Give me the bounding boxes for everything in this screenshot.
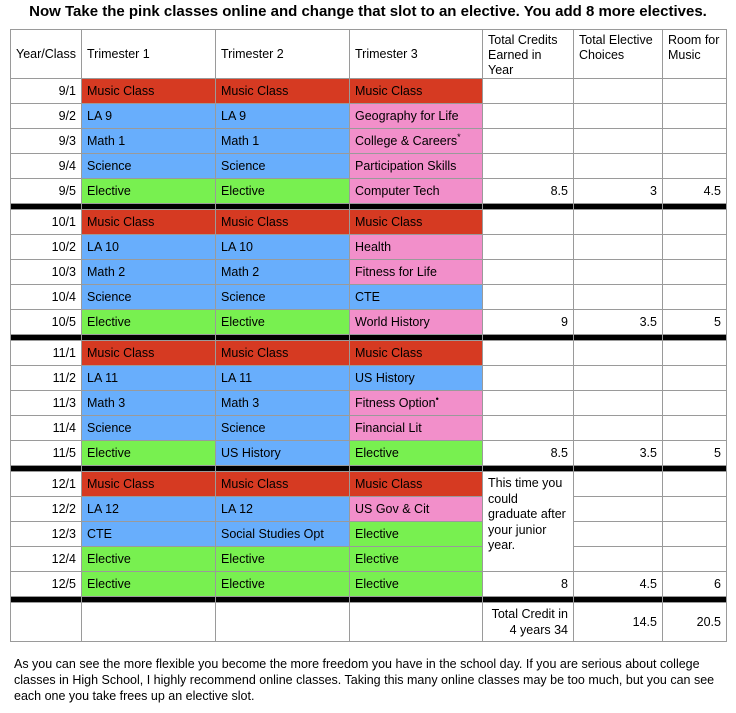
electives-cell [574, 366, 663, 391]
trimester-3-text: Fitness for Life [355, 265, 437, 279]
trimester-1-cell: Elective [82, 179, 216, 204]
electives-cell: 3.5 [574, 310, 663, 335]
page-title: Now Take the pink classes online and change that slot to an elective. You add 8 more electives. [29, 3, 707, 20]
trimester-3-cell [350, 416, 483, 441]
total-electives: 14.5 [574, 603, 663, 642]
row-label: 10/4 [11, 285, 82, 310]
credits-cell [483, 391, 574, 416]
trimester-3-cell [350, 391, 483, 416]
trimester-3-text: College & Careers [355, 134, 458, 148]
credits-cell [483, 79, 574, 104]
trimester-3-text: Financial Lit [355, 421, 422, 435]
total-credit-label: Total Credit in 4 years 34 [483, 603, 574, 642]
electives-cell [574, 522, 663, 547]
room-for-music-cell [663, 285, 727, 310]
room-for-music-cell [663, 104, 727, 129]
trimester-1-cell: Elective [82, 441, 216, 466]
table-row [11, 260, 727, 285]
trimester-3-text: CTE [355, 290, 380, 304]
total-room-for-music: 20.5 [663, 603, 727, 642]
trimester-2-cell: Music Class [216, 341, 350, 366]
row-label: 12/2 [11, 497, 82, 522]
trimester-1-cell: CTE [82, 522, 216, 547]
row-label: 9/3 [11, 129, 82, 154]
trimester-3-text: Elective [355, 577, 399, 591]
electives-cell [574, 104, 663, 129]
credits-cell [483, 154, 574, 179]
trimester-3-cell [350, 210, 483, 235]
trimester-2-cell: Science [216, 416, 350, 441]
trimester-3-text: Participation Skills [355, 159, 457, 173]
trimester-2-cell: Elective [216, 547, 350, 572]
row-label: 9/4 [11, 154, 82, 179]
trimester-1-cell: Music Class [82, 210, 216, 235]
trimester-3-cell [350, 285, 483, 310]
trimester-3-text: Elective [355, 527, 399, 541]
table-row [11, 391, 727, 416]
trimester-1-cell: Science [82, 285, 216, 310]
electives-cell [574, 497, 663, 522]
trimester-1-cell: Music Class [82, 341, 216, 366]
row-label: 12/1 [11, 472, 82, 497]
row-label: 11/3 [11, 391, 82, 416]
trimester-1-cell: Elective [82, 547, 216, 572]
trimester-3-text: US Gov & Cit [355, 502, 430, 516]
trimester-1-cell: LA 11 [82, 366, 216, 391]
room-for-music-cell [663, 79, 727, 104]
empty-cell [11, 603, 82, 642]
trimester-2-cell: Math 1 [216, 129, 350, 154]
table-row [11, 416, 727, 441]
trimester-1-cell: LA 10 [82, 235, 216, 260]
row-label: 10/3 [11, 260, 82, 285]
trimester-3-text: Elective [355, 446, 399, 460]
trimester-2-cell: LA 10 [216, 235, 350, 260]
credits-cell [483, 285, 574, 310]
electives-cell [574, 547, 663, 572]
room-for-music-cell [663, 416, 727, 441]
trimester-3-text: Music Class [355, 215, 423, 229]
trimester-1-cell: Math 1 [82, 129, 216, 154]
row-label: 10/5 [11, 310, 82, 335]
room-for-music-cell [663, 522, 727, 547]
table-row [11, 547, 727, 572]
table-row [11, 472, 727, 497]
room-for-music-cell: 5 [663, 310, 727, 335]
trimester-3-text: Computer Tech [355, 184, 440, 198]
electives-cell [574, 79, 663, 104]
room-for-music-cell: 6 [663, 572, 727, 597]
trimester-3-text: US History [355, 371, 415, 385]
trimester-3-cell [350, 79, 483, 104]
room-for-music-cell [663, 235, 727, 260]
footnote-mark: * [457, 131, 461, 142]
electives-cell [574, 154, 663, 179]
credits-cell [483, 104, 574, 129]
row-label: 11/1 [11, 341, 82, 366]
column-header: Trimester 3 [350, 30, 483, 79]
graduation-note: This time you could graduate after your junior year. [483, 472, 574, 572]
trimester-2-cell: Elective [216, 310, 350, 335]
table-row [11, 210, 727, 235]
room-for-music-cell [663, 341, 727, 366]
credits-cell: 8.5 [483, 441, 574, 466]
trimester-3-cell [350, 260, 483, 285]
schedule-table [10, 29, 727, 642]
trimester-2-cell: LA 12 [216, 497, 350, 522]
electives-cell: 4.5 [574, 572, 663, 597]
credits-cell [483, 416, 574, 441]
trimester-2-cell: Math 2 [216, 260, 350, 285]
electives-cell: 3 [574, 179, 663, 204]
table-row [11, 79, 727, 104]
trimester-1-cell: Science [82, 154, 216, 179]
row-label: 12/3 [11, 522, 82, 547]
trimester-3-cell [350, 154, 483, 179]
trimester-3-cell [350, 129, 483, 154]
room-for-music-cell [663, 260, 727, 285]
table-row [11, 441, 727, 466]
room-for-music-cell [663, 497, 727, 522]
column-header: Total Elective Choices [574, 30, 663, 79]
trimester-3-cell [350, 547, 483, 572]
trimester-2-cell: Elective [216, 572, 350, 597]
trimester-1-cell: Music Class [82, 472, 216, 497]
electives-cell [574, 235, 663, 260]
row-label: 11/5 [11, 441, 82, 466]
trimester-2-cell: Math 3 [216, 391, 350, 416]
table-row [11, 341, 727, 366]
trimester-2-cell: Music Class [216, 472, 350, 497]
room-for-music-cell [663, 129, 727, 154]
trimester-1-cell: Music Class [82, 79, 216, 104]
trimester-3-cell [350, 104, 483, 129]
column-header: Trimester 2 [216, 30, 350, 79]
credits-cell [483, 210, 574, 235]
trimester-3-text: Health [355, 240, 392, 254]
trimester-1-cell: Science [82, 416, 216, 441]
electives-cell [574, 129, 663, 154]
table-row [11, 129, 727, 154]
trimester-3-text: Fitness Option [355, 396, 436, 410]
trimester-3-cell [350, 235, 483, 260]
table-row [11, 522, 727, 547]
trimester-3-cell [350, 522, 483, 547]
trimester-2-cell: Science [216, 154, 350, 179]
trimester-3-cell [350, 310, 483, 335]
trimester-3-text: Elective [355, 552, 399, 566]
column-header: Year/Class [11, 30, 82, 79]
trimester-3-text: World History [355, 315, 430, 329]
trimester-3-text: Geography for Life [355, 109, 459, 123]
table-row [11, 497, 727, 522]
trimester-1-cell: Elective [82, 310, 216, 335]
trimester-2-cell: Science [216, 285, 350, 310]
electives-cell [574, 391, 663, 416]
trimester-3-cell [350, 497, 483, 522]
totals-row [11, 603, 727, 642]
room-for-music-cell: 5 [663, 441, 727, 466]
room-for-music-cell [663, 547, 727, 572]
trimester-2-cell: Music Class [216, 210, 350, 235]
trimester-3-cell [350, 179, 483, 204]
trimester-2-cell: Social Studies Opt [216, 522, 350, 547]
row-label: 10/2 [11, 235, 82, 260]
table-row [11, 366, 727, 391]
table-row [11, 154, 727, 179]
trimester-3-cell [350, 341, 483, 366]
trimester-2-cell: Elective [216, 179, 350, 204]
empty-cell [350, 603, 483, 642]
column-header: Room for Music [663, 30, 727, 79]
trimester-1-cell: Math 2 [82, 260, 216, 285]
trimester-2-cell: Music Class [216, 79, 350, 104]
trimester-3-text: Music Class [355, 84, 423, 98]
empty-cell [82, 603, 216, 642]
empty-cell [216, 603, 350, 642]
room-for-music-cell [663, 154, 727, 179]
credits-cell [483, 366, 574, 391]
room-for-music-cell [663, 391, 727, 416]
credits-cell [483, 260, 574, 285]
row-label: 9/5 [11, 179, 82, 204]
trimester-3-cell [350, 366, 483, 391]
table-row [11, 104, 727, 129]
trimester-3-text: Music Class [355, 346, 423, 360]
electives-cell [574, 416, 663, 441]
credits-cell: 8.5 [483, 179, 574, 204]
electives-cell [574, 472, 663, 497]
trimester-3-cell [350, 572, 483, 597]
table-row [11, 285, 727, 310]
trimester-2-cell: US History [216, 441, 350, 466]
room-for-music-cell [663, 472, 727, 497]
trimester-1-cell: Math 3 [82, 391, 216, 416]
electives-cell [574, 210, 663, 235]
credits-cell [483, 341, 574, 366]
column-header: Trimester 1 [82, 30, 216, 79]
electives-cell: 3.5 [574, 441, 663, 466]
trimester-2-cell: LA 11 [216, 366, 350, 391]
header-row [11, 30, 727, 79]
trimester-1-cell: LA 9 [82, 104, 216, 129]
credits-cell [483, 235, 574, 260]
trimester-3-cell [350, 472, 483, 497]
row-label: 10/1 [11, 210, 82, 235]
row-label: 9/1 [11, 79, 82, 104]
table-row [11, 179, 727, 204]
column-header: Total Credits Earned in Year [483, 30, 574, 79]
footer-paragraph: As you can see the more flexible you become the more freedom you have in the school day. If you are serious about college classes in High School, I highly recommend online classes. Taking this many online classes may be too much, but you can see each one you take frees up an elective slot. [14, 657, 715, 703]
electives-cell [574, 341, 663, 366]
table-row [11, 572, 727, 597]
room-for-music-cell: 4.5 [663, 179, 727, 204]
trimester-3-cell [350, 441, 483, 466]
trimester-1-cell: LA 12 [82, 497, 216, 522]
electives-cell [574, 260, 663, 285]
room-for-music-cell [663, 366, 727, 391]
row-label: 12/5 [11, 572, 82, 597]
row-label: 11/2 [11, 366, 82, 391]
row-label: 12/4 [11, 547, 82, 572]
credits-cell: 9 [483, 310, 574, 335]
trimester-1-cell: Elective [82, 572, 216, 597]
table-row [11, 235, 727, 260]
room-for-music-cell [663, 210, 727, 235]
trimester-2-cell: LA 9 [216, 104, 350, 129]
footnote-mark: • [435, 393, 439, 404]
row-label: 11/4 [11, 416, 82, 441]
credits-cell [483, 129, 574, 154]
row-label: 9/2 [11, 104, 82, 129]
trimester-3-text: Music Class [355, 477, 423, 491]
electives-cell [574, 285, 663, 310]
table-row [11, 310, 727, 335]
credits-cell: 8 [483, 572, 574, 597]
